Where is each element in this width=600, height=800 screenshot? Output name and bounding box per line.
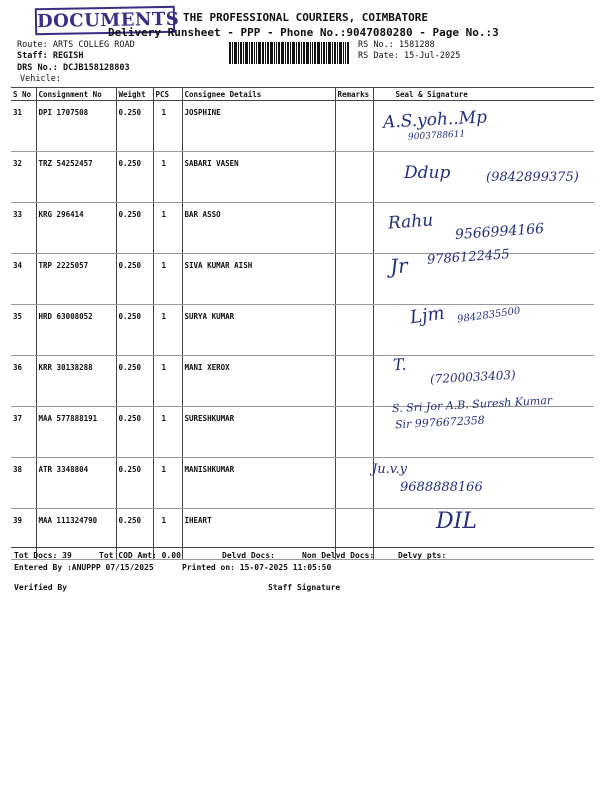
consignee-cell: SIVA KUMAR AISH: [182, 254, 335, 305]
weight-cell: 0.250: [116, 203, 153, 254]
pcs-cell: 1: [153, 254, 182, 305]
sno-cell: 31: [11, 101, 36, 152]
verified-by-label: Verified By: [14, 583, 67, 592]
handwritten-signature: Ju.v.y: [372, 462, 407, 477]
table-header-row: [11, 88, 594, 101]
handwritten-phone: 9003788611: [407, 129, 466, 143]
remarks-cell: [335, 152, 373, 203]
delivery-points: Delvy pts:: [398, 551, 447, 560]
consignee-cell: SABARI VASEN: [182, 152, 335, 203]
weight-cell: 0.250: [116, 509, 153, 560]
handwritten-signature: Ddup: [404, 163, 451, 183]
weight-cell: 0.250: [116, 458, 153, 509]
handwritten-phone: 9842835500: [456, 305, 522, 326]
pcs-cell: 1: [153, 356, 182, 407]
rs-date: RS Date: 15-Jul-2025: [358, 51, 461, 61]
consignee-cell: SURESHKUMAR: [182, 407, 335, 458]
col-seal-signature: Seal & Signature: [373, 88, 594, 101]
handwritten-signature: A.S.yoh..Mp: [382, 107, 488, 133]
sno-cell: 36: [11, 356, 36, 407]
route-label: Route: ARTS COLLEG ROAD: [17, 40, 135, 50]
table-row: [11, 458, 594, 509]
table-row: [11, 101, 594, 152]
handwritten-phone: Sir 9976672358: [394, 413, 486, 432]
runsheet-table: [11, 87, 594, 560]
rs-number: RS No.: 1581288: [358, 40, 435, 50]
pcs-cell: 1: [153, 152, 182, 203]
weight-cell: 0.250: [116, 407, 153, 458]
consignee-cell: BAR ASSO: [182, 203, 335, 254]
sno-cell: 34: [11, 254, 36, 305]
handwritten-phone: 9566994166: [454, 220, 545, 244]
drs-number: DRS No.: DCJB158128803: [17, 63, 130, 73]
consignee-cell: JOSPHINE: [182, 101, 335, 152]
handwritten-phone: 9786122455: [426, 247, 511, 268]
col-sno: S No: [11, 88, 36, 101]
handwritten-signature: DIL: [436, 509, 477, 534]
remarks-cell: [335, 254, 373, 305]
non-delivered-docs: Non Delvd Docs:: [302, 551, 375, 560]
handwritten-signature: T.: [392, 354, 407, 375]
company-name: THE PROFESSIONAL COURIERS, COIMBATORE: [183, 11, 429, 24]
handwritten-phone: (7200033403): [429, 367, 517, 387]
handwritten-signature: Rahu: [387, 210, 434, 234]
staff-signature-label: Staff Signature: [268, 583, 341, 592]
staff-label: Staff: REGISH: [17, 51, 84, 61]
consignment-cell: MAA 577888191: [36, 407, 116, 458]
remarks-cell: [335, 407, 373, 458]
consignment-cell: MAA 111324790: [36, 509, 116, 560]
weight-cell: 0.250: [116, 254, 153, 305]
handwritten-signature: S. Sri Jor A.B. Suresh Kumar: [391, 393, 553, 416]
col-consignee: Consignee Details: [182, 88, 335, 101]
consignment-cell: HRD 63008052: [36, 305, 116, 356]
sno-cell: 33: [11, 203, 36, 254]
pcs-cell: 1: [153, 305, 182, 356]
sno-cell: 37: [11, 407, 36, 458]
consignment-cell: TRP 2225057: [36, 254, 116, 305]
col-weight: Weight: [116, 88, 153, 101]
col-remarks: Remarks: [335, 88, 373, 101]
remarks-cell: [335, 458, 373, 509]
table-row: [11, 407, 594, 458]
barcode-icon: [229, 42, 349, 64]
consignee-cell: IHEART: [182, 509, 335, 560]
total-cod-amount: Tot COD Amt: 0.00: [99, 551, 181, 560]
pcs-cell: 1: [153, 407, 182, 458]
weight-cell: 0.250: [116, 101, 153, 152]
sno-cell: 39: [11, 509, 36, 560]
consignment-cell: KRR 30138288: [36, 356, 116, 407]
printed-on: Printed on: 15-07-2025 11:05:50: [182, 563, 332, 572]
documents-stamp: DOCUMENTS: [35, 6, 175, 35]
footer-divider: [11, 547, 594, 548]
pcs-cell: 1: [153, 509, 182, 560]
pcs-cell: 1: [153, 203, 182, 254]
col-pcs: PCS: [153, 88, 182, 101]
pcs-cell: 1: [153, 101, 182, 152]
weight-cell: 0.250: [116, 305, 153, 356]
col-consignment: Consignment No: [36, 88, 116, 101]
vehicle-label: Vehicle:: [20, 74, 61, 84]
handwritten-signature: Ljm: [408, 302, 446, 329]
remarks-cell: [335, 203, 373, 254]
consignee-cell: MANI XEROX: [182, 356, 335, 407]
consignee-cell: SURYA KUMAR: [182, 305, 335, 356]
sno-cell: 35: [11, 305, 36, 356]
handwritten-phone: (9842899375): [486, 170, 579, 185]
total-docs: Tot Docs: 39: [14, 551, 72, 560]
consignment-cell: KRG 296414: [36, 203, 116, 254]
runsheet-title: Delivery Runsheet - PPP - Phone No.:9047080280 - Page No.:3: [108, 26, 499, 39]
entered-by: Entered By :ANUPPP 07/15/2025: [14, 563, 154, 572]
sno-cell: 32: [11, 152, 36, 203]
weight-cell: 0.250: [116, 356, 153, 407]
remarks-cell: [335, 101, 373, 152]
pcs-cell: 1: [153, 458, 182, 509]
remarks-cell: [335, 356, 373, 407]
handwritten-phone: 9688888166: [400, 480, 483, 495]
consignee-cell: MANISHKUMAR: [182, 458, 335, 509]
delivered-docs: Delvd Docs:: [222, 551, 275, 560]
sno-cell: 38: [11, 458, 36, 509]
weight-cell: 0.250: [116, 152, 153, 203]
consignment-cell: DPI 1707508: [36, 101, 116, 152]
remarks-cell: [335, 305, 373, 356]
consignment-cell: TRZ 54252457: [36, 152, 116, 203]
handwritten-signature: Jr: [389, 253, 409, 279]
consignment-cell: ATR 3348804: [36, 458, 116, 509]
